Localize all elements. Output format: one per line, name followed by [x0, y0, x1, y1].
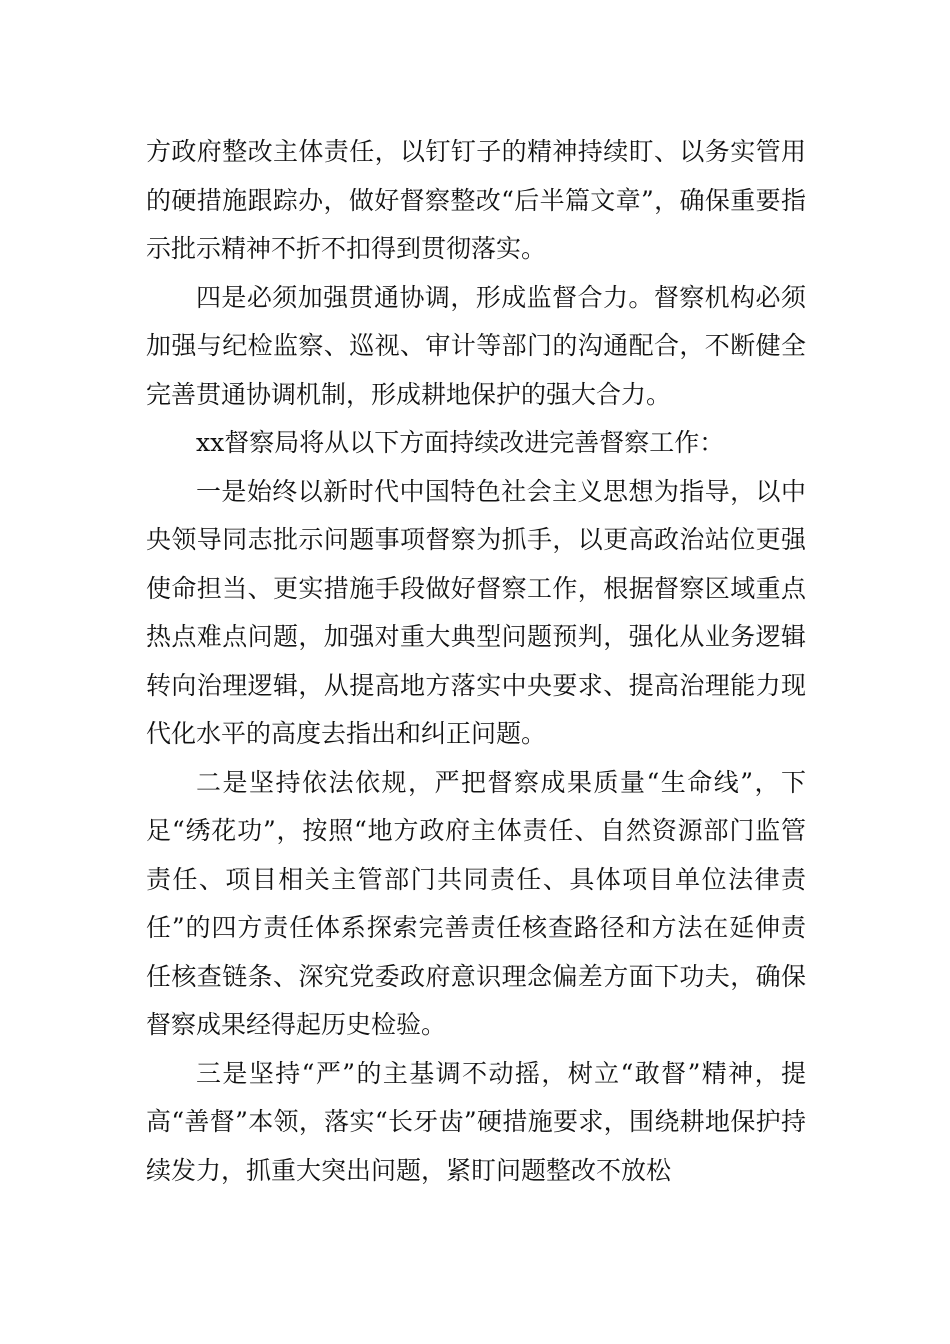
paragraph-item-one: 一是始终以新时代中国特色社会主义思想为指导，以中央领导同志批示问题事项督察为抓手，以更高政治站位更强使命担当、更实措施手段做好督察工作，根据督察区域重点热点难点问题，加强对重大典型问题预判，强化从业务逻辑转向治理逻辑，从提高地方落实中央要求、提高治理能力现代化水平的高度去指出和纠正问题。: [146, 476, 806, 748]
paragraph-point-four: 四是必须加强贯通协调，形成监督合力。督察机构必须加强与纪检监察、巡视、审计等部门的沟通配合，不断健全完善贯通协调机制，形成耕地保护的强大合力。: [146, 282, 806, 409]
paragraph-item-three: 三是坚持“严”的主基调不动摇，树立“敢督”精神，提高“善督”本领，落实“长牙齿”硬措施要求，围绕耕地保护持续发力，抓重大突出问题，紧盯问题整改不放松: [146, 1058, 806, 1185]
document-body: [146, 128, 806, 1195]
paragraph-continued: 方政府整改主体责任，以钉钉子的精神持续盯、以务实管用的硬措施跟踪办，做好督察整改“后半篇文章”，确保重要指示批示精神不折不扣得到贯彻落实。: [146, 137, 806, 263]
paragraph-item-two: 二是坚持依法依规，严把督察成果质量“生命线”，下足“绣花功”，按照“地方政府主体责任、自然资源部门监管责任、项目相关主管部门共同责任、具体项目单位法律责任”的四方责任体系探索完善责任核查路径和方法在延伸责任核查链条、深究党委政府意识理念偏差方面下功夫，确保督察成果经得起历史检验。: [146, 767, 806, 1039]
paragraph-intro: xx督察局将从以下方面持续改进完善督察工作：: [196, 428, 725, 457]
